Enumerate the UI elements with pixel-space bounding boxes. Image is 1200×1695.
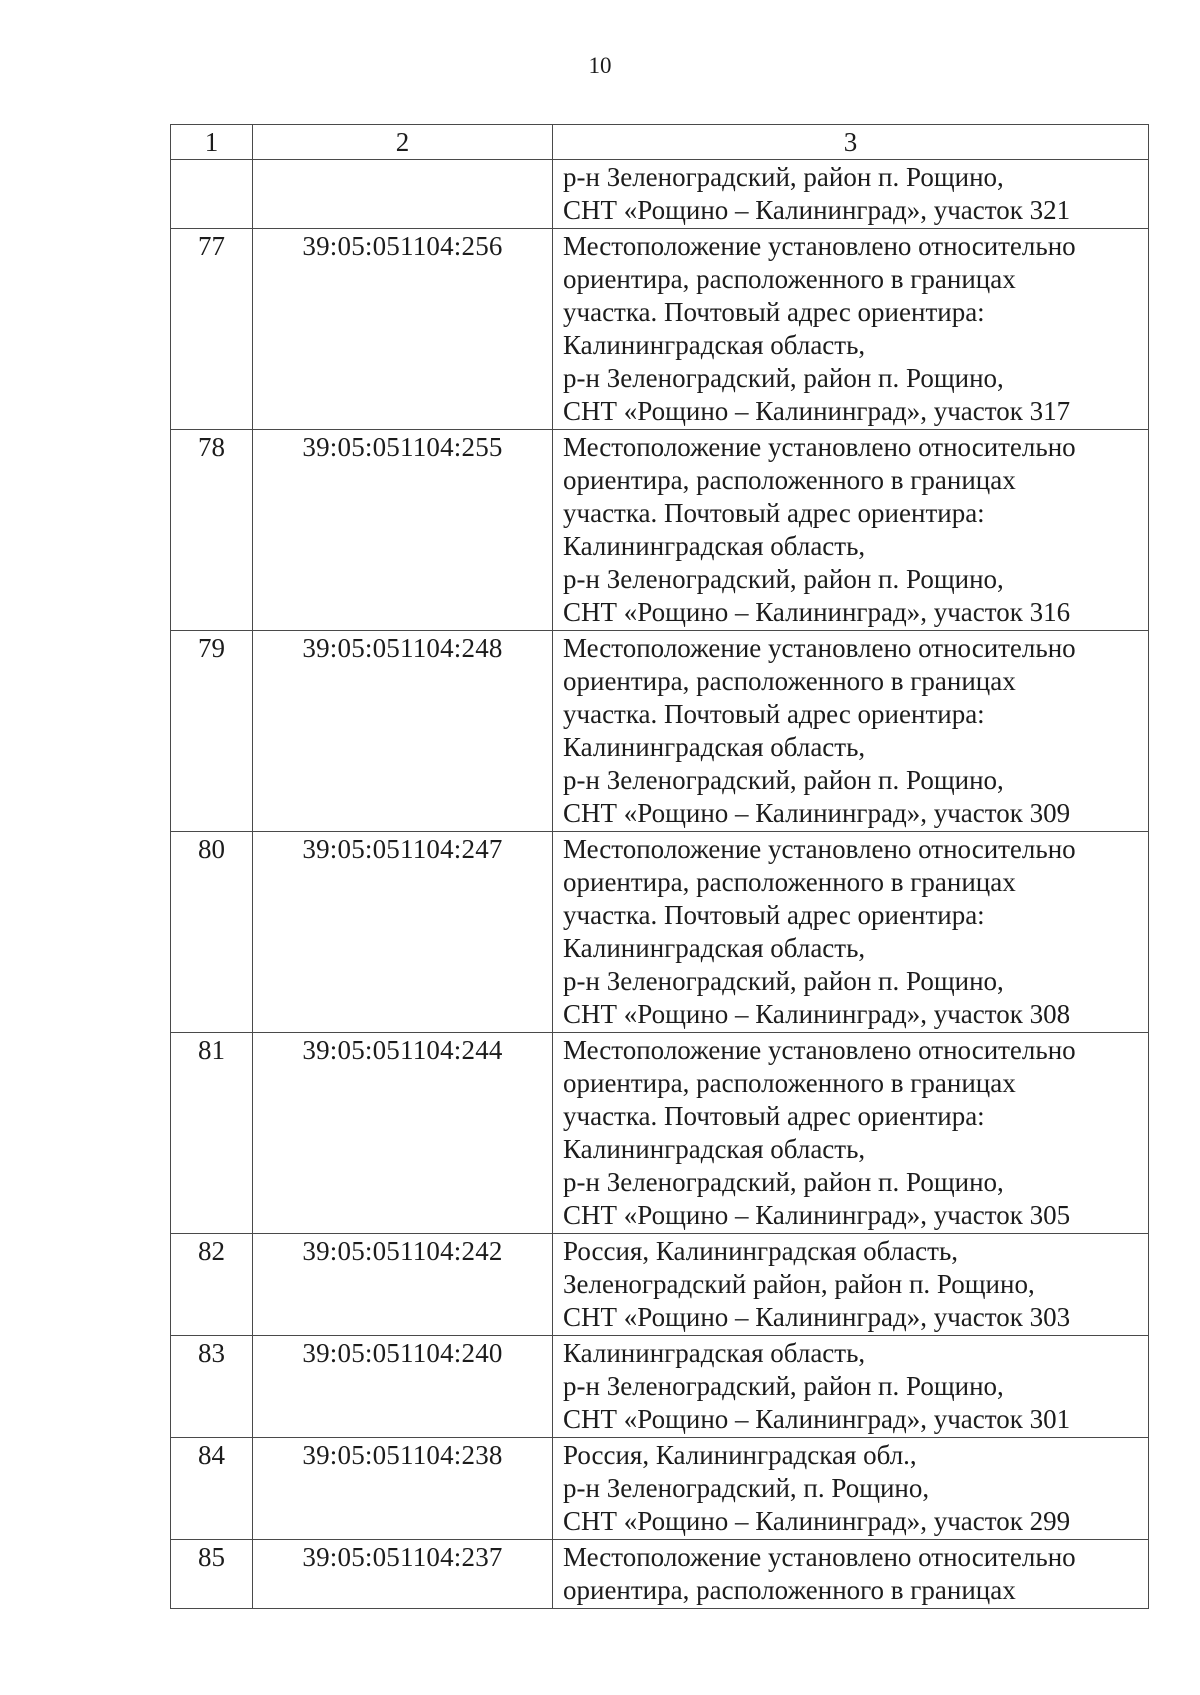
table-row [171,1540,1149,1609]
location-description [553,229,1149,430]
location-line: Калининградская область, [563,1338,866,1368]
row-number: 83 [171,1336,253,1438]
location-line: Местоположение установлено относительно [563,633,1076,663]
location-line: участка. Почтовый адрес ориентира: [563,1101,985,1131]
location-description [553,1438,1149,1540]
location-line: Россия, Калининградская обл., [563,1440,917,1470]
table-row [171,229,1149,430]
location-line: СНТ «Рощино – Калининград», участок 316 [563,597,1071,627]
location-description [553,1234,1149,1336]
location-line: Местоположение установлено относительно [563,432,1076,462]
row-number: 82 [171,1234,253,1336]
page-number: 10 [588,53,612,78]
location-line: Россия, Калининградская область, [563,1236,959,1266]
location-line: СНТ «Рощино – Калининград», участок 308 [563,999,1071,1029]
location-line: СНТ «Рощино – Калининград», участок 301 [563,1404,1071,1434]
location-line: Зеленоградский район, район п. Рощино, [563,1269,1035,1299]
location-description [553,160,1149,229]
location-line: Местоположение установлено относительно [563,1542,1076,1572]
row-number: 85 [171,1540,253,1609]
location-line: ориентира, расположенного в границах [563,1068,1016,1098]
location-line: СНТ «Рощино – Калининград», участок 305 [563,1200,1071,1230]
location-line: СНТ «Рощино – Калининград», участок 299 [563,1506,1071,1536]
table-row [171,1234,1149,1336]
location-description [553,1540,1149,1609]
location-line: Калининградская область, [563,531,866,561]
location-description [553,832,1149,1033]
location-line: р-н Зеленоградский, район п. Рощино, [563,966,1004,996]
location-description [553,631,1149,832]
location-line: Калининградская область, [563,732,866,762]
cadastral-number: 39:05:051104:247 [253,832,553,1033]
location-description [553,430,1149,631]
location-line: СНТ «Рощино – Калининград», участок 317 [563,396,1071,426]
row-number: 81 [171,1033,253,1234]
location-line: р-н Зеленоградский, район п. Рощино, [563,162,1004,192]
location-line: СНТ «Рощино – Калининград», участок 309 [563,798,1071,828]
cadastral-number: 39:05:051104:244 [253,1033,553,1234]
row-number: 84 [171,1438,253,1540]
cadastral-number: 39:05:051104:242 [253,1234,553,1336]
location-line: Местоположение установлено относительно [563,231,1076,261]
cadastral-number: 39:05:051104:255 [253,430,553,631]
location-line: ориентира, расположенного в границах [563,264,1016,294]
table-row [171,1438,1149,1540]
location-line: р-н Зеленоградский, район п. Рощино, [563,1167,1004,1197]
header-row [171,125,1149,160]
table-row [171,430,1149,631]
table-row [171,631,1149,832]
table-row [171,1336,1149,1438]
location-line: р-н Зеленоградский, район п. Рощино, [563,564,1004,594]
location-description [553,1033,1149,1234]
location-line: участка. Почтовый адрес ориентира: [563,900,985,930]
row-number: 78 [171,430,253,631]
location-line: СНТ «Рощино – Калининград», участок 321 [563,195,1071,225]
row-number: 80 [171,832,253,1033]
row-number [171,160,253,229]
location-line: ориентира, расположенного в границах [563,1575,1016,1605]
cadastral-number: 39:05:051104:248 [253,631,553,832]
row-number: 79 [171,631,253,832]
location-line: Калининградская область, [563,1134,866,1164]
table-body [171,160,1149,1609]
location-line: р-н Зеленоградский, район п. Рощино, [563,363,1004,393]
cadastral-number [253,160,553,229]
location-line: р-н Зеленоградский, п. Рощино, [563,1473,930,1503]
location-description [553,1336,1149,1438]
column-header-1: 1 [171,125,253,160]
location-line: р-н Зеленоградский, район п. Рощино, [563,765,1004,795]
location-line: ориентира, расположенного в границах [563,666,1016,696]
table-header [171,125,1149,160]
location-line: Местоположение установлено относительно [563,1035,1076,1065]
table-row [171,160,1149,229]
cadastral-number: 39:05:051104:238 [253,1438,553,1540]
location-line: участка. Почтовый адрес ориентира: [563,699,985,729]
location-line: Местоположение установлено относительно [563,834,1076,864]
table-row [171,1033,1149,1234]
row-number: 77 [171,229,253,430]
table-row [171,832,1149,1033]
column-header-2: 2 [253,125,553,160]
location-line: р-н Зеленоградский, район п. Рощино, [563,1371,1004,1401]
column-header-3: 3 [553,125,1149,160]
location-line: Калининградская область, [563,933,866,963]
location-line: ориентира, расположенного в границах [563,867,1016,897]
land-plots-table [170,124,1149,1609]
location-line: участка. Почтовый адрес ориентира: [563,498,985,528]
location-line: ориентира, расположенного в границах [563,465,1016,495]
location-line: СНТ «Рощино – Калининград», участок 303 [563,1302,1071,1332]
location-line: Калининградская область, [563,330,866,360]
cadastral-number: 39:05:051104:237 [253,1540,553,1609]
cadastral-number: 39:05:051104:256 [253,229,553,430]
location-line: участка. Почтовый адрес ориентира: [563,297,985,327]
cadastral-number: 39:05:051104:240 [253,1336,553,1438]
